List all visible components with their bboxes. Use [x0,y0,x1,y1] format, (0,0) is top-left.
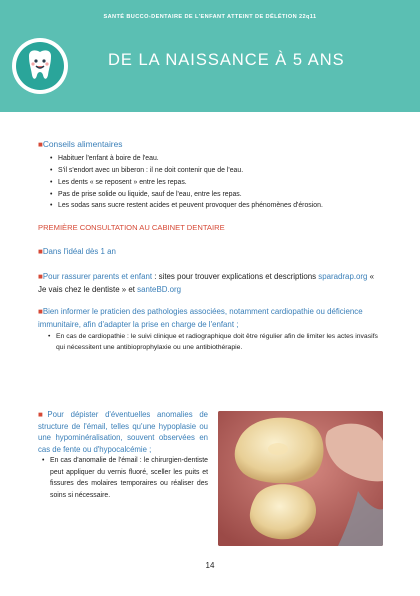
header-kicker: SANTÉ BUCCO-DENTAIRE DE L'ENFANT ATTEINT DE DÉLÉTION 22q11 [103,14,317,20]
list-item: • S'il s'endort avec un biberon : il ne doit contenir que de l'eau. [50,165,383,177]
depister-paragraph [38,409,208,455]
list-item: • Habituer l'enfant à boire de l'eau. [50,153,383,165]
informer-lead: Bien informer le praticien des pathologies associées, notamment cardiopathie ou déficience immunitaire, afin d'adapter la prise en charge de l'enfant ; [38,307,363,329]
consultation-heading: PREMIÈRE CONSULTATION AU CABINET DENTAIRE [38,223,225,233]
square-bullet-icon: ■ [38,307,43,317]
page-number: 14 [205,561,215,570]
ideal-line [38,246,383,259]
square-bullet-icon: ■ [38,247,43,257]
list-item: • Les sodas sans sucre restent acides et peuvent provoquer des phénomènes d'érosion. [50,200,383,212]
main-content [38,138,383,353]
conseils-title: Conseils alimentaires [42,139,123,149]
logo [12,38,68,94]
square-bullet-icon: ■ [38,140,43,149]
square-bullet-icon: ■ [38,271,43,281]
header-banner [0,0,420,112]
square-bullet-icon: ■ [38,410,48,419]
depister-sub: • En cas d'anomalie de l'émail : le chirurgien-dentiste peut appliquer du vernis fluoré, sceller les puits et fissures des molaires temporaires ou réaliser des soins si nécessaire. [42,455,208,501]
page-title: DE LA NAISSANCE À 5 ANS [108,51,345,69]
informer-paragraph [38,306,383,331]
depister-column [38,409,208,501]
rassurer-paragraph [38,271,383,296]
informer-sub: • En cas de cardiopathie : le suivi clinique et radiographique doit être régulier afin de limiter les actes invasifs qui nécessitent une antibioprophylaxie ou une antibiothérapie. [48,331,383,353]
conseils-heading [38,138,383,151]
conseils-list [38,153,383,212]
sparadrap-link[interactable]: sparadrap.org [318,271,368,281]
smiling-tooth-icon [16,42,64,90]
link-separator: « Je vais chez le dentiste » et [38,271,375,294]
depister-lead: Pour dépister d'éventuelles anomalies de structure de l'émail, telles qu'une hypoplasie ou une hypominéralisation, souvent observées en cas de fente ou d'hypocalcémie ; [38,410,208,454]
santebd-link[interactable]: santeBD.org [137,284,182,294]
rassurer-text: : sites pour trouver explications et descriptions [152,271,319,281]
ideal-text: Dans l'idéal dès 1 an [42,247,116,257]
rassurer-lead: Pour rassurer parents et enfant [42,271,153,281]
tooth-enamel-photo [218,411,383,546]
list-item: • Pas de prise solide ou liquide, sauf de l'eau, entre les repas. [50,189,383,201]
list-item: • Les dents « se reposent » entre les repas. [50,177,383,189]
